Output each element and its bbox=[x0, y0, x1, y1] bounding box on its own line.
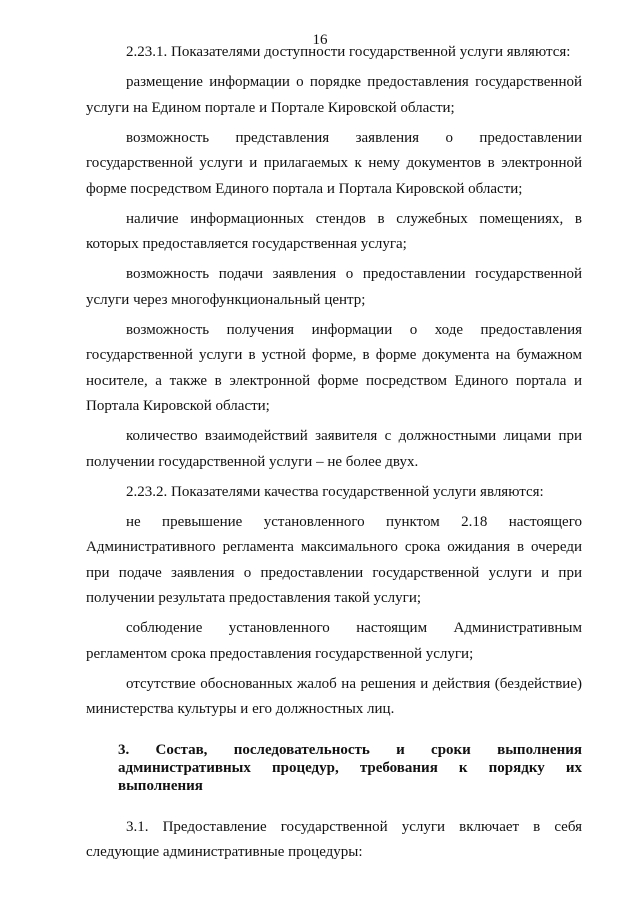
paragraph: отсутствие обоснованных жалоб на решения и действия (бездействие) министерства культуры и его должностных лиц. bbox=[86, 675, 582, 717]
paragraph: 2.23.1. Показателями доступности государственной услуги являются: bbox=[126, 44, 571, 60]
paragraph: возможность подачи заявления о предоставлении государственной услуги через многофункциональный центр; bbox=[86, 266, 582, 308]
document-body bbox=[86, 40, 582, 866]
paragraph: возможность представления заявления о предоставлении государственной услуги и прилагаемых к нему документов в электронной форме посредством Единого портала и Портала Кировской области; bbox=[86, 129, 582, 197]
paragraph: 2.23.2. Показателями качества государственной услуги являются: bbox=[126, 483, 544, 500]
page-number: 16 bbox=[312, 32, 328, 48]
section-heading: 3. Состав, последовательность и сроки выполнения административных процедур, требования к порядку их выполнения bbox=[118, 741, 582, 794]
paragraph: соблюдение установленного настоящим Административным регламентом срока предоставления государственной услуги; bbox=[86, 620, 582, 662]
paragraph: возможность получения информации о ходе предоставления государственной услуги в устной форме, в форме документа на бумажном носителе, а также в электронной форме посредством Единого портала и Портала Кировской области; bbox=[86, 321, 582, 414]
paragraph: наличие информационных стендов в служебных помещениях, в которых предоставляется государственная услуга; bbox=[86, 210, 582, 252]
paragraph: 3.1. Предоставление государственной услуги включает в себя следующие административные процедуры: bbox=[86, 818, 582, 860]
paragraph: размещение информации о порядке предоставления государственной услуги на Едином портале и Портале Кировской области; bbox=[86, 74, 582, 116]
paragraph: количество взаимодействий заявителя с должностными лицами при получении государственной услуги – не более двух. bbox=[86, 428, 582, 470]
paragraph: не превышение установленного пунктом 2.18 настоящего Административного регламента максимального срока ожидания в очереди при подаче заявления о предоставлении государственной услуги и при получении результата предоставления такой услуги; bbox=[86, 513, 582, 606]
